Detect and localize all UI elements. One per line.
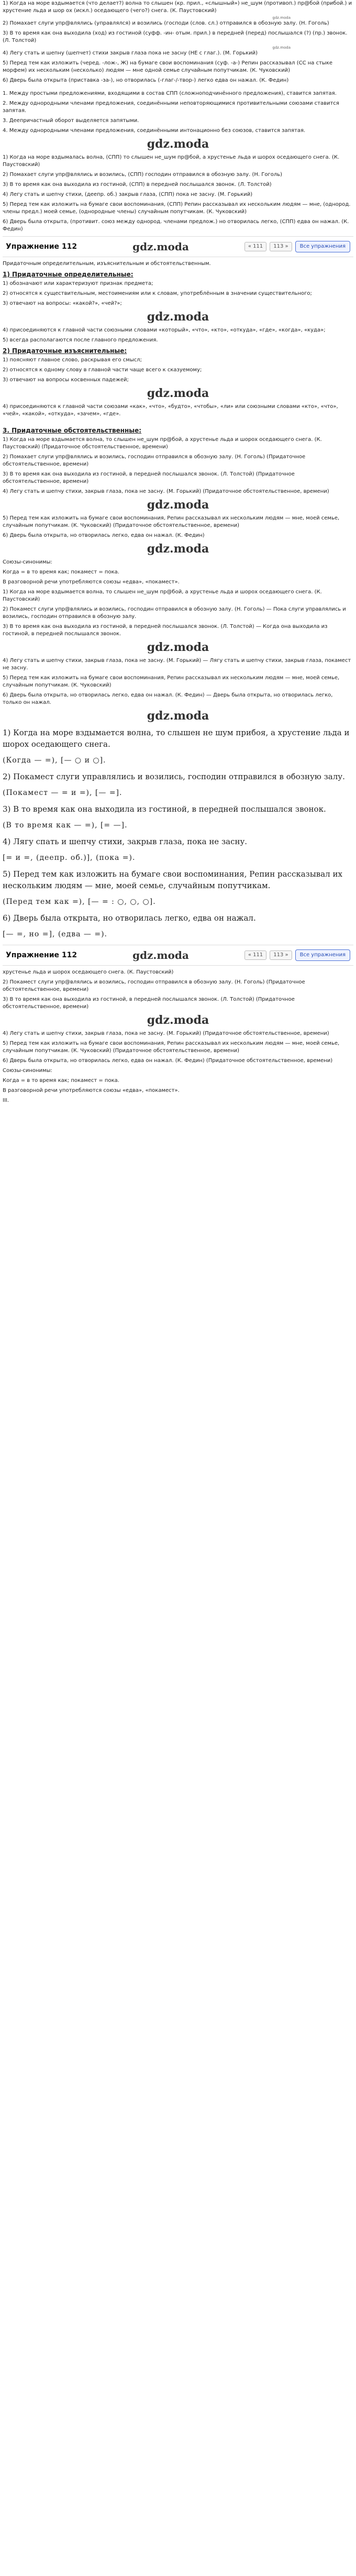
intro-text: Придаточным определительным, изъяснительным и обстоятельственным.	[3, 261, 211, 267]
watermark-small: gdz.moda	[272, 16, 291, 20]
rule-item: 2. Между однородными членами предложения, соединёнными неповторяющимися противительными союзами ставится запятая.	[3, 101, 339, 114]
synonyms-line: Когда = в то время как; покамест = пока.	[3, 1078, 119, 1084]
synonyms-title: Союзы-синонимы:	[3, 1068, 52, 1074]
def-item: 1) обозначают или характеризуют признак предмета;	[3, 281, 153, 286]
hw-sentence: 1) Когда на море вздымается волна, то слышен не шум прибоя, а хрустение льда и шорох оседающего снега.	[3, 728, 350, 749]
answer-line: 4) Легу стать и шепчу стихи, (деепр. об.) закрыв глаза, (СПП) пока не засну. (М. Горький)	[3, 192, 253, 197]
rule-item: 3. Деепричастный оборот выделяется запятыми.	[3, 118, 139, 124]
watermark-small: gdz.moda	[272, 46, 291, 50]
answer-line: 6) Дверь была открыта, (противит. союз между однород. членами предлож.) но отворилась легко, (СПП) едва он нажал. (К. Федин)	[3, 219, 349, 232]
exercise-title: Упражнение 112	[6, 242, 77, 251]
colloquial-line: В разговорной речи употребляются союзы «едва», «покамест».	[3, 1088, 180, 1093]
expl-item: 3) отвечают на вопросы косвенных падежей;	[3, 377, 129, 383]
def-item: 5) всегда располагаются после главного предложения.	[3, 337, 158, 343]
hw-scheme: [= и =, (деепр. об.)], (пока =).	[3, 854, 136, 862]
answer-line: 5) Перед тем как изложить на бумаге свои воспоминания, Репин рассказывал их нескольким людям — мне, моей семье, случайным попутчикам. (К. Чуковский)	[3, 675, 340, 688]
rule-item: 4. Между однородными членами предложения, соединёнными интонационно без союзов, ставится запятая.	[3, 128, 306, 134]
answer-line: хрустенье льда и шорох оседающего снега. (К. Паустовский)	[3, 969, 174, 975]
hw-sentence: 2) Покамест слуги управлялись и возились, господин отправился в обозную залу.	[3, 772, 345, 781]
watermark-pager: gdz.moda	[132, 949, 189, 961]
section-title-explanatory: 2) Придаточные изъяснительные:	[3, 347, 127, 355]
prev-exercise-button[interactable]: « 111	[244, 242, 266, 251]
answer-line: 5) Перед тем как изложить на бумаге свои воспоминания, Репин рассказывал их нескольким людям — мне, моей семье, случайным попутчикам. (К. Чуковский) (Придаточное обстоятельственное, времени)	[3, 515, 340, 528]
block-a	[3, 154, 353, 233]
pager-nav	[244, 241, 350, 252]
watermark-large: gdz.moda	[147, 640, 209, 654]
block-top	[3, 0, 353, 84]
answer-line: 5) Перед тем как изложить на бумаге свои воспоминания, Репин рассказывал их нескольким людям — мне, моей семье, случайным попутчикам. (К. Чуковский) (Придаточное обстоятельственное, времени)	[3, 1041, 340, 1054]
answer-line: 2) Помахает слуги упр@влялись и возились, господин отправился в обозную залу. (Н. Гоголь) (Придаточное обстоятельственное, времени)	[3, 454, 306, 467]
answer-line: 6) Дверь была открыта, но отворилась легко, едва он нажал. (К. Федин)	[3, 533, 205, 538]
answer-line: 4) Легу стать и шепчу стихи, закрыв глаза, пока не засну. (М. Горький) — Лягу стать и шепчу стихи, закрыв глаза, покамест не засну.	[3, 658, 351, 671]
hw-scheme: (В то время как — =), [= —].	[3, 821, 128, 830]
watermark-pager: gdz.moda	[132, 240, 189, 253]
answer-line: 3) В то время как она выходила (ход) из гостиной (суфф. -ин- отым. прил.) в передней (перед) послышался (?) (пр.) звонок. (Л. Толстой)	[3, 30, 348, 43]
watermark-large: gdz.moda	[147, 709, 209, 723]
answer-line: 5) Перед тем как изложить на бумаге свои воспоминания, (СПП) Репин рассказывал их нескольким людям — мне, (однород. члены предл.) моей семье, (однородные члены) случайным попутчикам. (К. Чуковский)	[3, 202, 351, 215]
exercise-title: Упражнение 112	[6, 951, 77, 959]
all-exercises-button[interactable]: Все упражнения	[295, 949, 350, 961]
expl-item: 2) относятся к одному слову в главной части чаще всего к сказуемому;	[3, 367, 202, 373]
hw-scheme: (Покамест — = и =), [— =].	[3, 789, 123, 797]
rule-item: 1. Между простыми предложениями, входящими в состав СПП (сложноподчинённого предложения), ставится запятая.	[3, 91, 337, 96]
answer-line: 6) Дверь была открыта (приставка -за-), но отворилась (-глаг-/-твор-) легко едва он нажал. (К. Федин)	[3, 78, 289, 83]
watermark-large: gdz.moda	[147, 386, 209, 400]
answer-line: 1) Когда на море вздымается (что делает?) волна то слышен (кр. прил., «слышный») не_шум (противоп.) пр@бой (прибой.) и хрустение льда и шор ох (искл.) оседающего (чего?) снега. (К. Паустовский)	[3, 1, 352, 14]
answer-line: 6) Дверь была открыта, но отворилась легко, едва он нажал. (К. Федин) (Придаточное обстоятельственное, времени)	[3, 1058, 333, 1064]
hw-sentence: 4) Лягу спать и шепчу стихи, закрыв глаза, пока не засну.	[3, 837, 248, 846]
next-exercise-button[interactable]: 113 »	[270, 242, 292, 251]
hw-sentence: 3) В то время как она выходила из гостиной, в передней послышался звонок.	[3, 804, 326, 814]
hw-scheme: (Когда — =), [— ○ и ○].	[3, 756, 106, 765]
answer-line: 1) Когда на море вздымается волна, то слышен не_шум пр@бой, а хрустенье льда и шорох оседающего снега. (К. Паустовский)	[3, 589, 322, 602]
hw-scheme: (Перед тем как =), [— = : ○, ○, ○].	[3, 898, 156, 906]
watermark-large: gdz.moda	[147, 310, 209, 324]
section-title-adverbial: 3. Придаточные обстоятельственные:	[3, 427, 142, 434]
tail-text: III.	[3, 1098, 9, 1103]
colloquial-line: В разговорной речи употребляются союзы «едва», «покамест».	[3, 579, 180, 585]
hw-sentence: 5) Перед тем как изложить на бумаге свои воспоминания, Репин рассказывал их нескольким людям — мне, моей семье, случайным попутчикам.	[3, 869, 342, 890]
watermark-large: gdz.moda	[147, 1013, 209, 1027]
answer-line: 4) Легу стать и шепчу стихи, закрыв глаза, пока не засну. (М. Горький) (Придаточное обстоятельственное, времени)	[3, 1031, 329, 1036]
def-item: 3) отвечают на вопросы: «какой?», «чей?»;	[3, 301, 122, 306]
rules-list	[3, 90, 353, 135]
prev-exercise-button[interactable]: « 111	[244, 950, 266, 960]
handwritten-analysis	[3, 727, 353, 939]
answer-line: 2) Покамест слуги упр@влялись и возились, господин отправился в обозную залу. (Н. Гоголь) — Пока слуги управлялись и возились, господин отправился в обозную залу.	[3, 606, 346, 620]
answer-line: 4) Легу стать и шепну (шепчет) стихи закрыв глаза пока не засну (НЕ с глаг.). (М. Горький)	[3, 50, 258, 56]
answer-line: 6) Дверь была открыта, но отворилась легко, едва он нажал. (К. Федин) — Дверь была открыта, но отворилась легко, только он нажал.	[3, 692, 333, 705]
next-exercise-button[interactable]: 113 »	[270, 950, 292, 960]
exercise-pager	[3, 236, 353, 257]
answer-line: 5) Перед тем как изложить (черед. -лож-, Ж) на бумаге свои воспоминания (суф. -а-) Репин рассказывал (СС на стыке морфем) их нескольким (несколько) людям — мне одной семье случайным попутчикам. (К. Чуковский)	[3, 60, 333, 73]
synonyms-line: Когда = в то время как; покамест = пока.	[3, 569, 119, 575]
answer-line: 3) В то время как она выходила из гостиной, в передней послышался звонок. (Л. Толстой) (Придаточное обстоятельственное, времени)	[3, 997, 295, 1010]
answer-line: 3) В то время как она выходила из гостиной, в передней послышался звонок. (Л. Толстой) — Когда она выходила из гостиной, в передней послышался звонок.	[3, 624, 328, 637]
answer-line: 1) Когда на море вздымалась волна, (СПП) то слышен не_шум пр@бой, а хрустенье льда и шорох оседающего снега. (К. Паустовский)	[3, 154, 340, 168]
exercise-pager-bottom	[3, 945, 353, 966]
def-item: 4) присоединяются к главной части союзными словами «который», «что», «кто», «откуда», «где», «когда», «куда»;	[3, 327, 326, 333]
answer-line: 2) Помахает слуги упр@влялись и возились, (СПП) господин отправился в обозную залу. (Н. Гоголь)	[3, 172, 283, 178]
block-d	[3, 969, 353, 1065]
all-exercises-button[interactable]: Все упражнения	[295, 241, 350, 252]
solution-page	[0, 0, 356, 1104]
watermark-large: gdz.moda	[147, 498, 209, 512]
expl-item: 1) поясняют главное слово, раскрывая его смысл;	[3, 357, 142, 363]
answer-line: 1) Когда на море вздымается волна, то слышен не_шум пр@бой, а хрустенье льда и шорох оседающего снега. (К. Паустовский) (Придаточное обстоятельственное, времени)	[3, 437, 322, 450]
synonyms-title: Союзы-синонимы:	[3, 559, 52, 565]
answer-line: 4) Легу стать и шепчу стихи, закрыв глаза, пока не засну. (М. Горький) (Придаточное обстоятельственное, времени)	[3, 489, 329, 494]
block-b	[3, 436, 353, 539]
watermark-large: gdz.moda	[147, 137, 209, 151]
pager-nav	[244, 949, 350, 961]
def-item: 2) относятся к существительным, местоимениям или к словам, употреблённым в значении существительного;	[3, 291, 312, 296]
hw-scheme: [— =, но =], (едва — =).	[3, 930, 107, 938]
watermark-large: gdz.moda	[147, 542, 209, 556]
block-c	[3, 589, 353, 706]
answer-line: 3) В то время как она выходила из гостиной, (СПП) в передней послышался звонок. (Л. Толстой)	[3, 182, 272, 187]
section-title-definitive: 1) Придаточные определительные:	[3, 271, 134, 278]
answer-line: 3) В то время как она выходила из гостиной, в передней послышался звонок. (Л. Толстой) (Придаточное обстоятельственное, времени)	[3, 471, 295, 484]
expl-item: 4) присоединяются к главной части союзами «как», «что», «будто», «чтобы», «ли» или союзными словами «кто», «что», «чей», «какой», «откуда», «зачем», «где».	[3, 404, 338, 417]
answer-line: 2) Помахает слуги упр@влялись (управлялся) и возились (господи (слов. сл.) отправился в обозную залу. (Н. Гоголь)	[3, 20, 329, 26]
answer-line: 2) Покамест слуги упр@влялись и возились, господин отправился в обозную залу. (Н. Гоголь) (Придаточное обстоятельственное, времени)	[3, 979, 305, 992]
hw-sentence: 6) Дверь была открыта, но отворилась легко, едва он нажал.	[3, 913, 256, 923]
